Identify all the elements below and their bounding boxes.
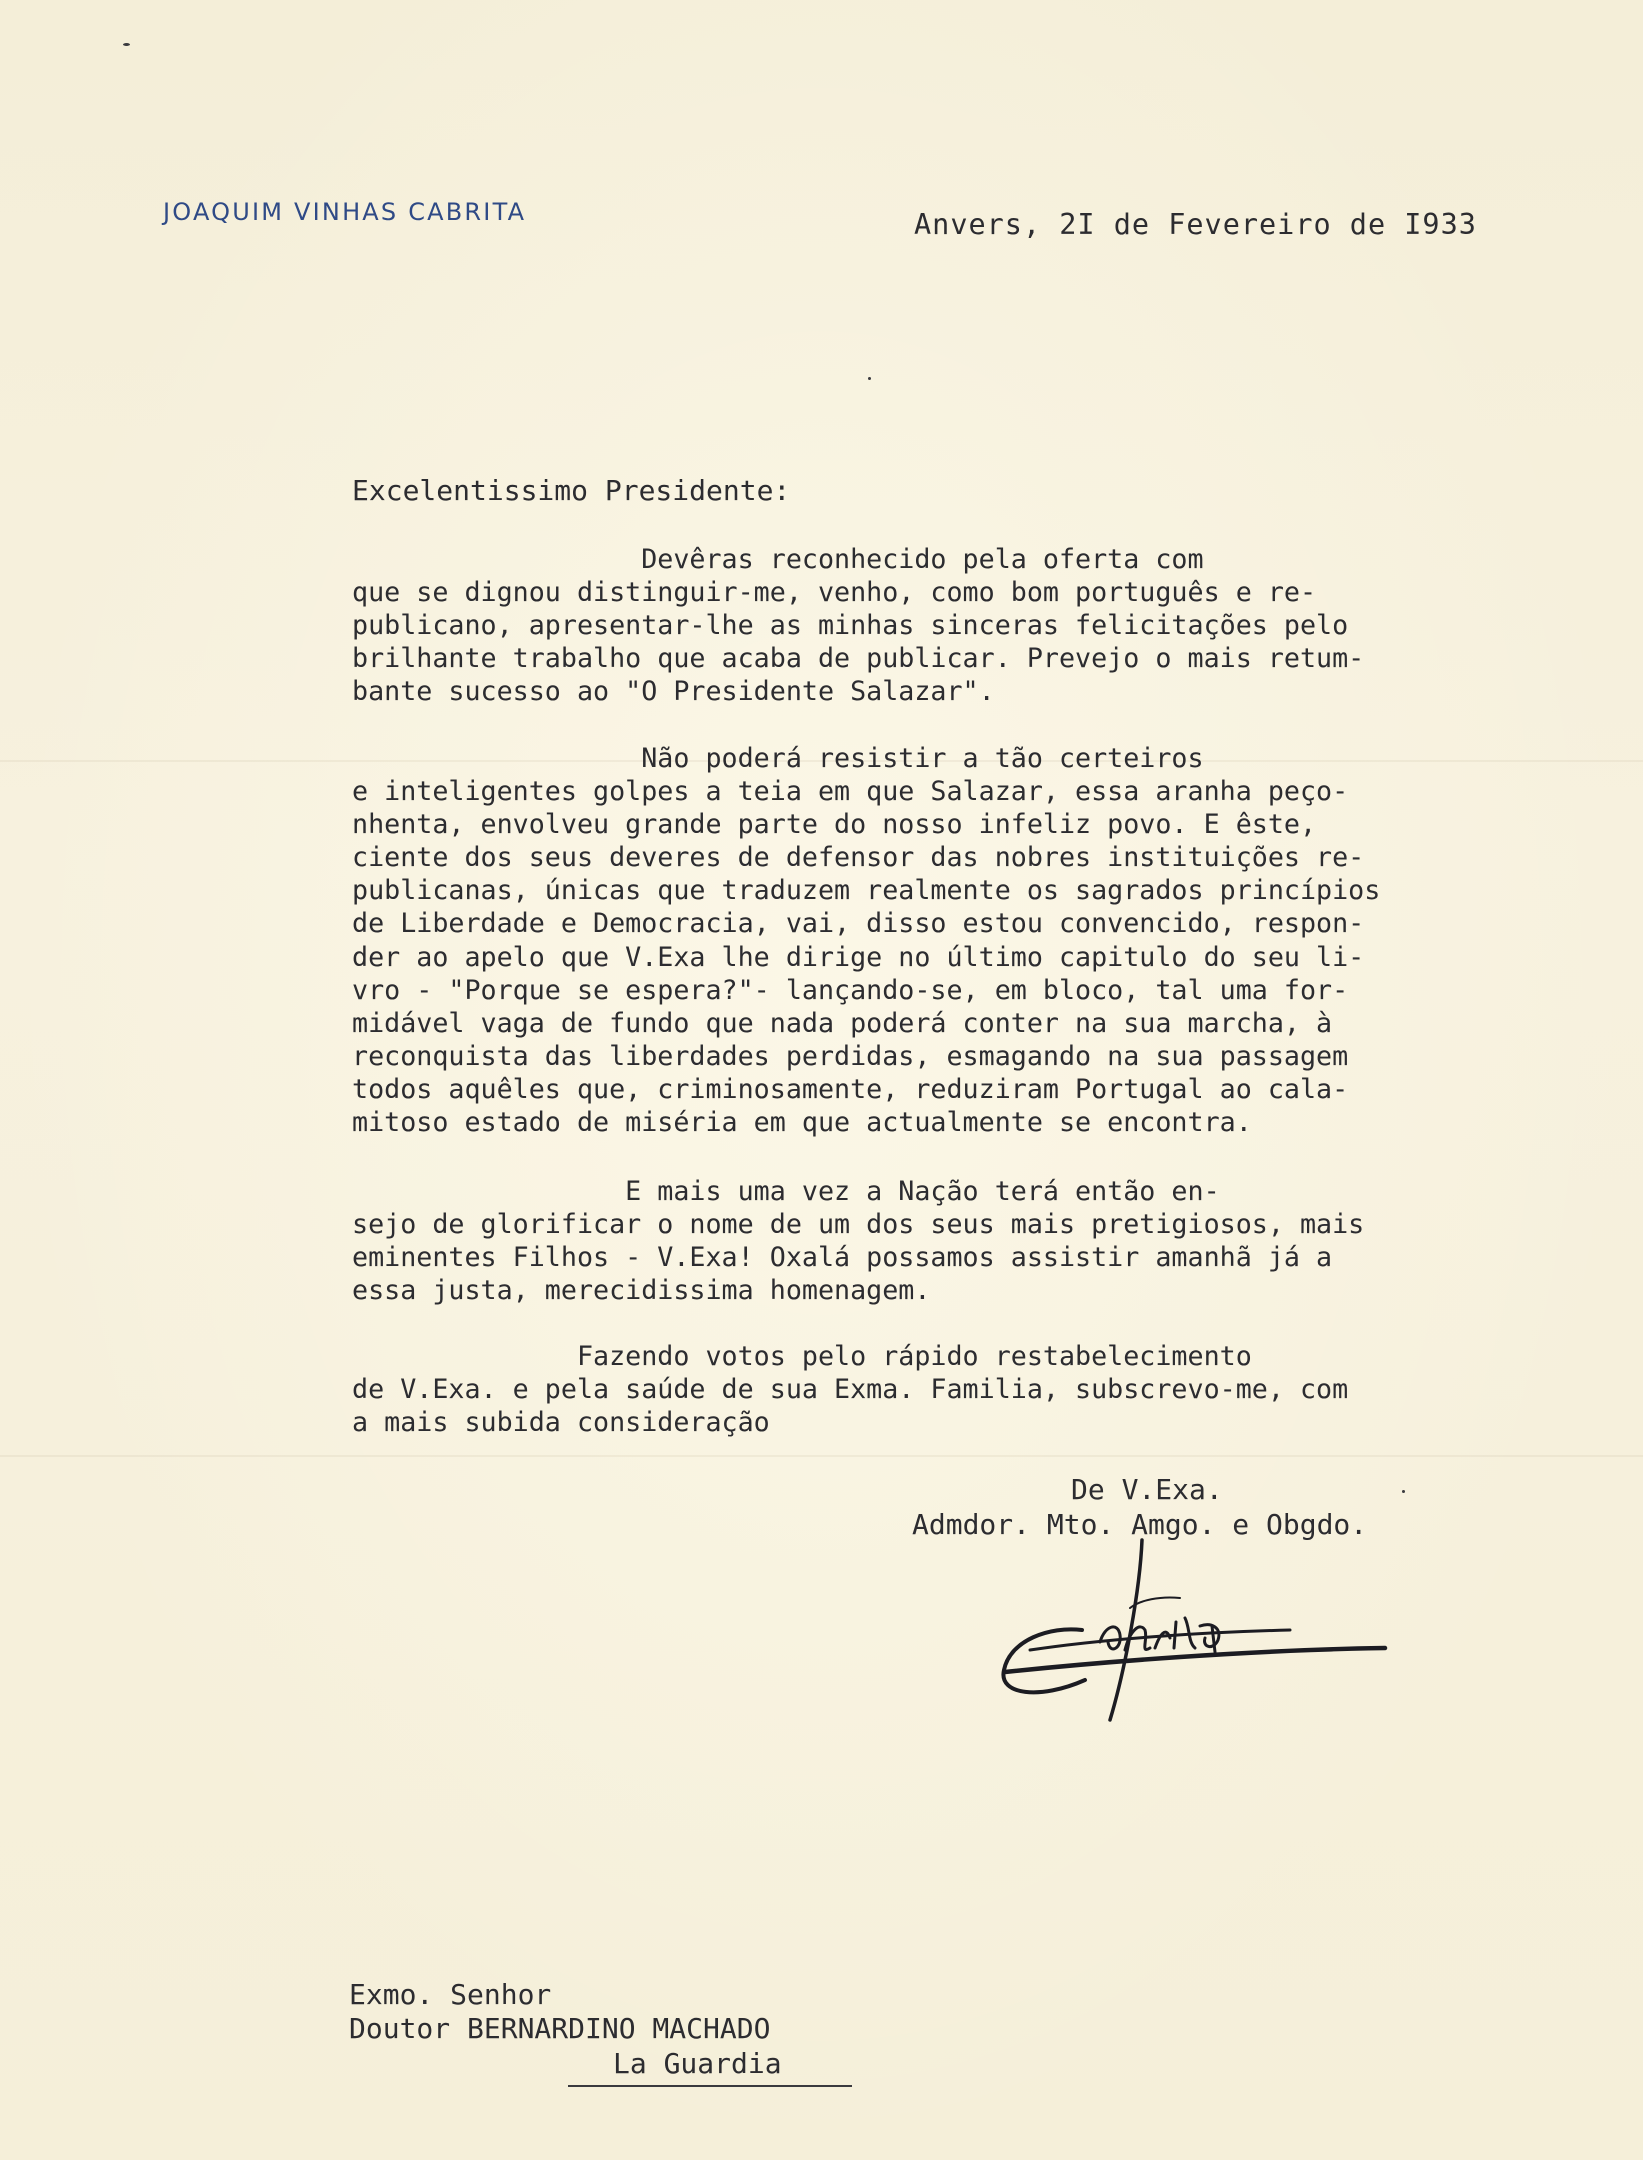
ink-speck <box>868 377 871 380</box>
text-line: E mais uma vez a Nação terá então en- <box>352 1176 1220 1207</box>
text-line: vro - "Porque se espera?"- lançando-se, em bloco, tal uma for- <box>352 974 1349 1006</box>
text-line: sejo de glorificar o nome de um dos seus mais pretigiosos, mais <box>352 1209 1365 1241</box>
text-line: de V.Exa. e pela saúde de sua Exma. Familia, subscrevo-me, com <box>352 1374 1349 1406</box>
text-line: Devêras reconhecido pela oferta com <box>352 544 1204 575</box>
text-line: ciente dos seus deveres de defensor das nobres instituições re- <box>352 842 1365 874</box>
text-line: a mais subida consideração <box>352 1407 770 1439</box>
paragraph-2 <box>352 742 1380 1139</box>
address-line-1: Exmo. Senhor <box>349 1978 552 2011</box>
text-line: de Liberdade e Democracia, vai, disso estou convencido, respon- <box>352 908 1365 940</box>
text-line: brilhante trabalho que acaba de publicar. Prevejo o mais retum- <box>352 643 1365 675</box>
text-line: reconquista das liberdades perdidas, esmagando na sua passagem <box>352 1040 1349 1072</box>
text-line: bante sucesso ao "O Presidente Salazar". <box>352 676 995 708</box>
text-line: eminentes Filhos - V.Exa! Oxalá possamos assistir amanhã já a <box>352 1242 1333 1274</box>
paragraph-4 <box>352 1340 1348 1439</box>
date-line: Anvers, 2I de Fevereiro de I933 <box>914 208 1477 241</box>
ink-speck <box>1402 1490 1405 1493</box>
text-line: Fazendo votos pelo rápido restabelecimento <box>352 1341 1252 1372</box>
text-line: Não poderá resistir a tão certeiros <box>352 743 1204 774</box>
salutation: Excelentissimo Presidente: <box>352 474 791 507</box>
address-line-2: Doutor BERNARDINO MACHADO <box>349 2012 771 2045</box>
text-line: midável vaga de fundo que nada poderá conter na sua marcha, à <box>352 1007 1333 1039</box>
address-underline <box>568 2085 852 2087</box>
text-line: todos aquêles que, criminosamente, reduziram Portugal ao cala- <box>352 1073 1349 1105</box>
paragraph-1 <box>352 543 1364 708</box>
text-line: der ao apelo que V.Exa lhe dirige no último capitulo do seu li- <box>352 941 1365 973</box>
text-line: e inteligentes golpes a teia em que Salazar, essa aranha peço- <box>352 776 1349 808</box>
text-line: mitoso estado de miséria em que actualmente se encontra. <box>352 1107 1252 1139</box>
paper-fold-line <box>0 1455 1643 1457</box>
letterhead-name: JOAQUIM VINHAS CABRITA <box>163 198 527 226</box>
text-line: publicanas, únicas que traduzem realmente os sagrados princípios <box>352 875 1381 907</box>
text-line: essa justa, merecidissima homenagem. <box>352 1275 931 1307</box>
closing-line-1: De V.Exa. <box>1071 1473 1223 1506</box>
address-line-3: La Guardia <box>613 2047 782 2080</box>
handwritten-signature <box>990 1530 1410 1730</box>
text-line: que se dignou distinguir-me, venho, como bom português e re- <box>352 577 1317 609</box>
closing-line-2: Admdor. Mto. Amgo. e Obgdo. <box>912 1508 1368 1541</box>
paragraph-3 <box>352 1175 1364 1307</box>
text-line: publicano, apresentar-lhe as minhas sinceras felicitações pelo <box>352 610 1349 642</box>
text-line: nhenta, envolveu grande parte do nosso infeliz povo. E êste, <box>352 809 1317 841</box>
ink-speck <box>123 43 130 46</box>
